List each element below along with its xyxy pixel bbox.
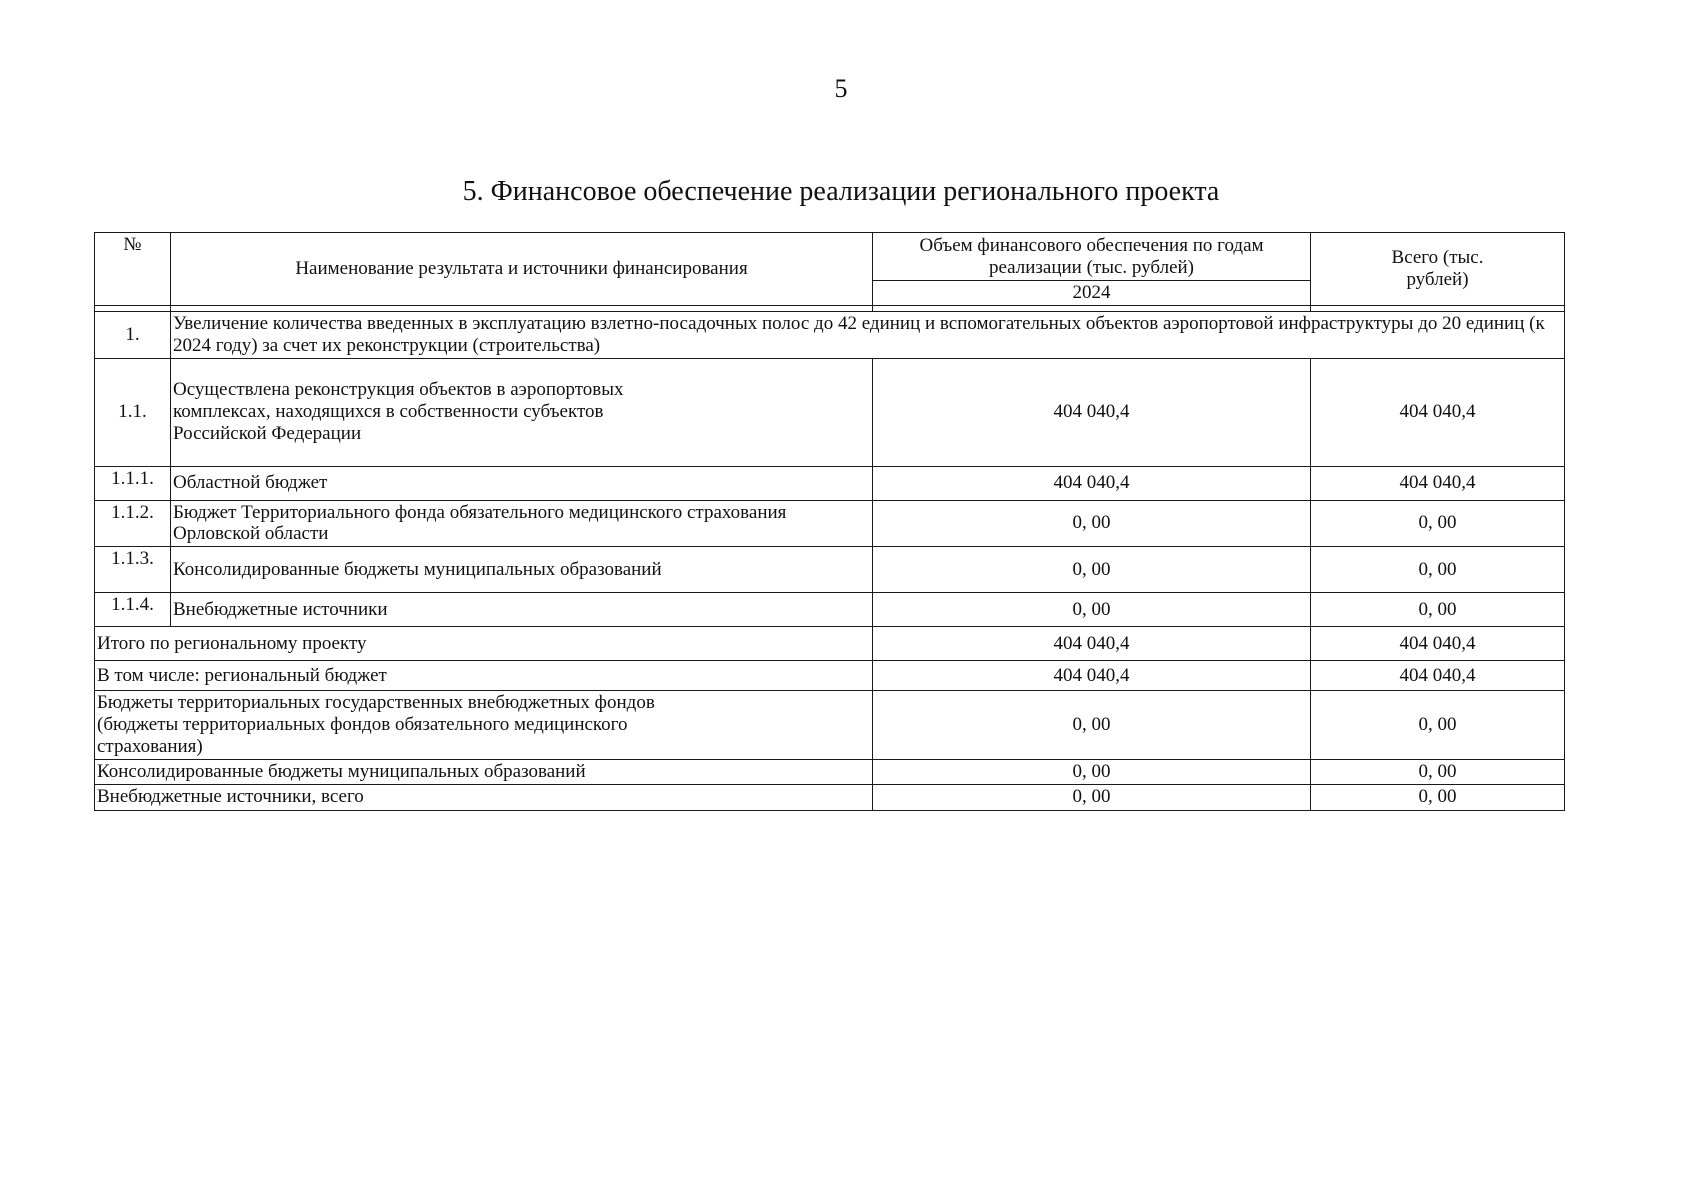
summary-2024: 404 040,4	[873, 661, 1311, 691]
section-row	[95, 311, 1565, 358]
row-total: 0, 00	[1311, 547, 1565, 593]
header-volume: Объем финансового обеспечения по годам реализации (тыс. рублей)	[873, 233, 1311, 281]
table-row	[95, 358, 1565, 466]
summary-name: Внебюджетные источники, всего	[95, 784, 873, 810]
row-name: Областной бюджет	[171, 466, 873, 500]
table-row	[95, 466, 1565, 500]
table-row	[95, 547, 1565, 593]
row-num: 1.1.	[95, 358, 171, 466]
header-name: Наименование результата и источники финансирования	[171, 233, 873, 306]
row-2024: 0, 00	[873, 547, 1311, 593]
summary-name: Итого по региональному проекту	[95, 627, 873, 661]
summary-2024: 0, 00	[873, 784, 1311, 810]
summary-total: 404 040,4	[1311, 627, 1565, 661]
row-2024: 404 040,4	[873, 358, 1311, 466]
row-name: Осуществлена реконструкция объектов в аэропортовых комплексах, находящихся в собственности субъектов Российской Федерации	[171, 358, 873, 466]
summary-row	[95, 784, 1565, 810]
row-2024: 404 040,4	[873, 466, 1311, 500]
page-number: 5	[834, 74, 848, 103]
summary-2024: 0, 00	[873, 759, 1311, 784]
summary-row	[95, 691, 1565, 760]
summary-row	[95, 759, 1565, 784]
row-num: 1.1.4.	[95, 593, 171, 627]
row-2024: 0, 00	[873, 500, 1311, 547]
summary-total: 0, 00	[1311, 784, 1565, 810]
summary-row	[95, 661, 1565, 691]
section-num: 1.	[95, 311, 171, 358]
row-2024: 0, 00	[873, 593, 1311, 627]
row-total: 404 040,4	[1311, 358, 1565, 466]
row-name: Бюджет Территориального фонда обязательного медицинского страхования Орловской области	[171, 500, 873, 547]
table-row	[95, 593, 1565, 627]
summary-2024: 404 040,4	[873, 627, 1311, 661]
summary-name: Бюджеты территориальных государственных внебюджетных фондов (бюджеты территориальных фондов обязательного медицинского страхования)	[95, 691, 873, 760]
row-num: 1.1.3.	[95, 547, 171, 593]
summary-total: 0, 00	[1311, 759, 1565, 784]
table-row	[95, 500, 1565, 547]
row-name: Консолидированные бюджеты муниципальных образований	[171, 547, 873, 593]
row-total: 0, 00	[1311, 593, 1565, 627]
summary-name: В том числе: региональный бюджет	[95, 661, 873, 691]
summary-total: 404 040,4	[1311, 661, 1565, 691]
header-num: №	[95, 233, 171, 306]
row-total: 404 040,4	[1311, 466, 1565, 500]
header-total: Всего (тыс. рублей)	[1311, 233, 1565, 306]
summary-2024: 0, 00	[873, 691, 1311, 760]
summary-row	[95, 627, 1565, 661]
summary-total: 0, 00	[1311, 691, 1565, 760]
row-name: Внебюджетные источники	[171, 593, 873, 627]
row-num: 1.1.1.	[95, 466, 171, 500]
financing-table	[94, 232, 1565, 811]
section-title: 5. Финансовое обеспечение реализации регионального проекта	[462, 176, 1220, 207]
row-num: 1.1.2.	[95, 500, 171, 547]
section-text: Увеличение количества введенных в эксплуатацию взлетно-посадочных полос до 42 единиц и вспомогательных объектов аэропортовой инфраструктуры до 20 единиц (к 2024 году) за счет их реконструкции (строительства)	[171, 311, 1565, 358]
row-total: 0, 00	[1311, 500, 1565, 547]
header-year: 2024	[873, 281, 1311, 306]
summary-name: Консолидированные бюджеты муниципальных образований	[95, 759, 873, 784]
